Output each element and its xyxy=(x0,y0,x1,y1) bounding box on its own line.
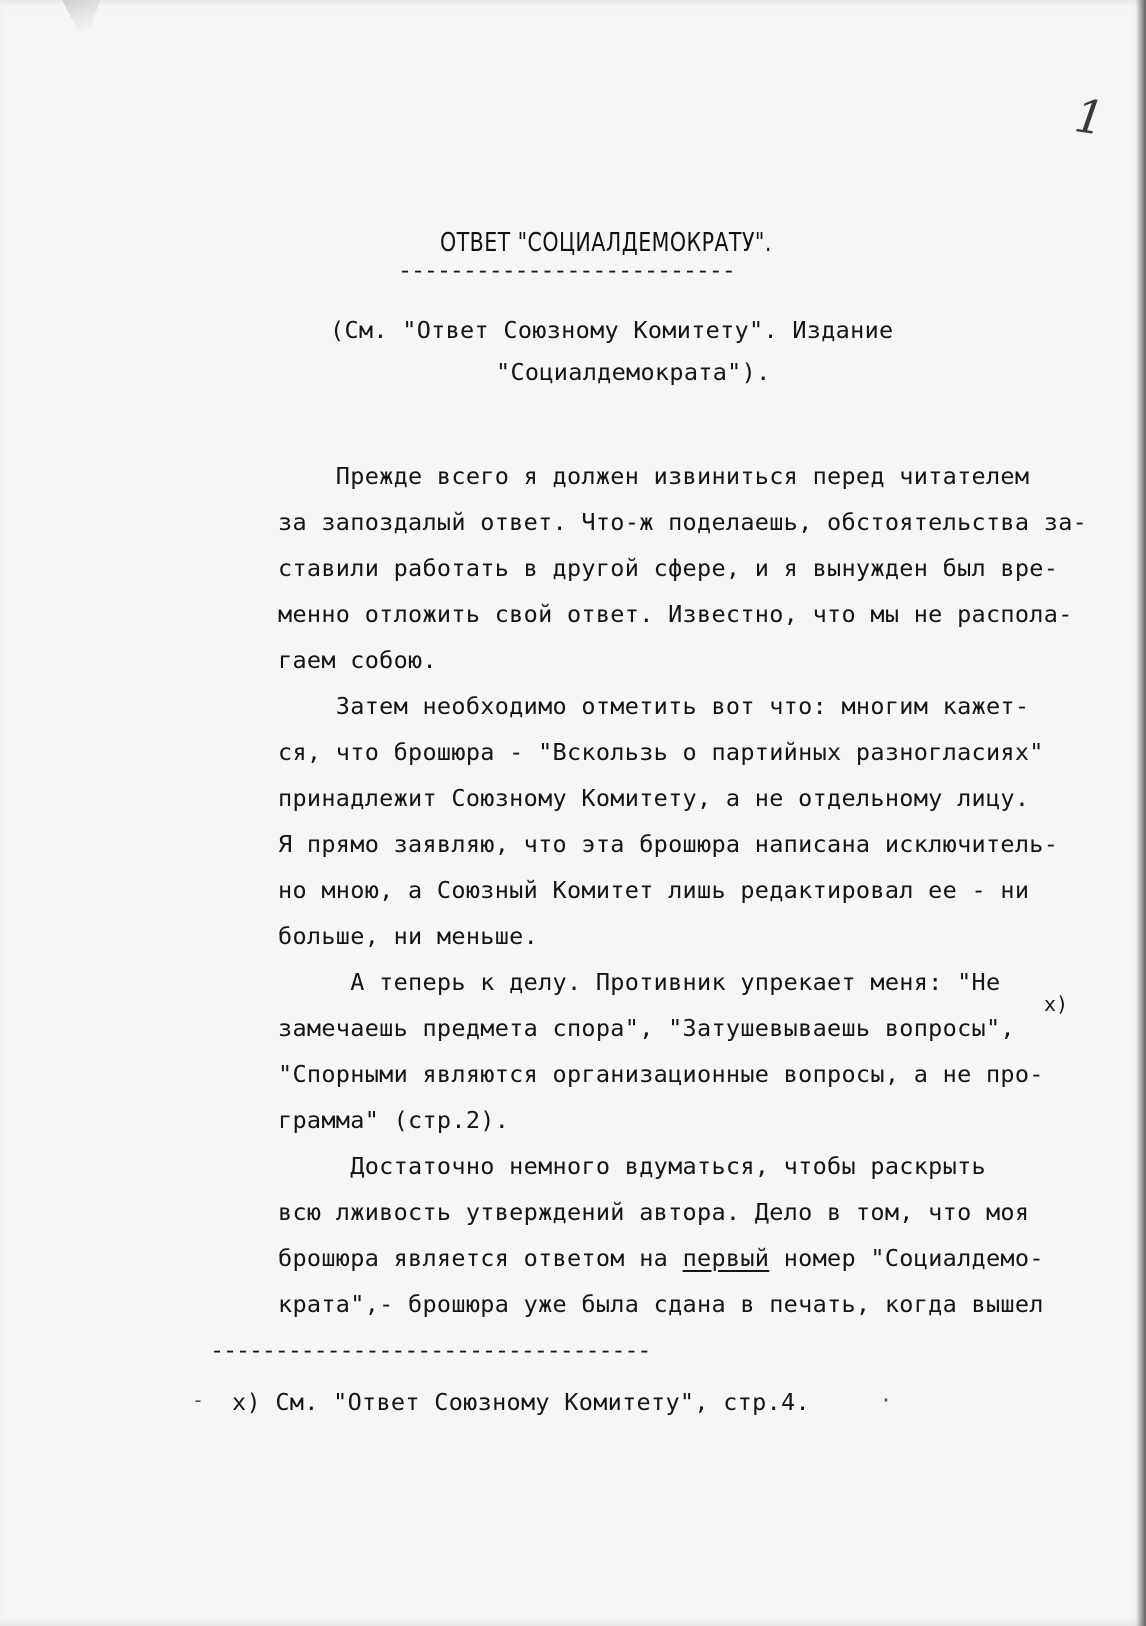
body-line: ся, что брошюра - "Вскользь о партийных разногласиях" xyxy=(278,738,1044,766)
body-line: грамма" (стр.2). xyxy=(278,1106,510,1134)
subtitle-line-2: "Социалдемократа"). xyxy=(496,358,771,386)
title-underline: -------------------------- xyxy=(398,256,735,284)
body-line xyxy=(278,1244,1044,1272)
body-line: Я прямо заявляю, что эта брошюра написана исключитель- xyxy=(278,830,1059,858)
footnote-reference-marker: x) xyxy=(1044,992,1069,1016)
body-line: но мною, а Союзный Комитет лишь редактировал ее - ни xyxy=(278,876,1030,904)
body-line: больше, ни меньше. xyxy=(278,922,539,950)
stray-mark: - xyxy=(192,1388,205,1412)
document-title: ОТВЕТ "СОЦИАЛДЕМОКРАТУ". xyxy=(440,228,772,258)
body-line: за запоздалый ответ. Что-ж поделаешь, обстоятельства за- xyxy=(278,508,1088,536)
body-line: "Спорными являются организационные вопросы, а не про- xyxy=(278,1060,1044,1088)
body-line: Достаточно немного вдуматься, чтобы раскрыть xyxy=(278,1152,986,1180)
underlined-word: первый xyxy=(682,1244,770,1272)
body-text: номер "Социалдемо- xyxy=(769,1244,1044,1272)
page-edge-shadow xyxy=(1136,0,1146,1626)
body-line: менно отложить свой ответ. Известно, что мы не распола- xyxy=(278,600,1073,628)
body-line: гаем собою. xyxy=(278,646,437,674)
footnote-separator: ---------------------------------- xyxy=(210,1336,651,1364)
page-number: 1 xyxy=(1071,88,1108,146)
stray-mark: · xyxy=(880,1388,893,1412)
body-line: всю лживость утверждений автора. Дело в том, что моя xyxy=(278,1198,1030,1226)
body-line: замечаешь предмета спора", "Затушевываешь вопросы", xyxy=(278,1014,1015,1042)
folded-corner xyxy=(62,0,100,44)
body-line: крата",- брошюра уже была сдана в печать, когда вышел xyxy=(278,1290,1044,1318)
body-text: брошюра является ответом на xyxy=(278,1244,683,1272)
body-line: принадлежит Союзному Комитету, а не отдельному лицу. xyxy=(278,784,1030,812)
body-line: Затем необходимо отметить вот что: многим кажет- xyxy=(278,692,1030,720)
body-line: А теперь к делу. Противник упрекает меня: "Не xyxy=(278,968,1001,996)
body-line: Прежде всего я должен извиниться перед читателем xyxy=(278,462,1030,490)
body-line: ставили работать в другой сфере, и я вынужден был вре- xyxy=(278,554,1059,582)
footnote: x) См. "Ответ Союзному Комитету", стр.4. xyxy=(232,1388,810,1416)
subtitle-line-1: (См. "Ответ Союзному Комитету". Издание xyxy=(330,316,894,344)
